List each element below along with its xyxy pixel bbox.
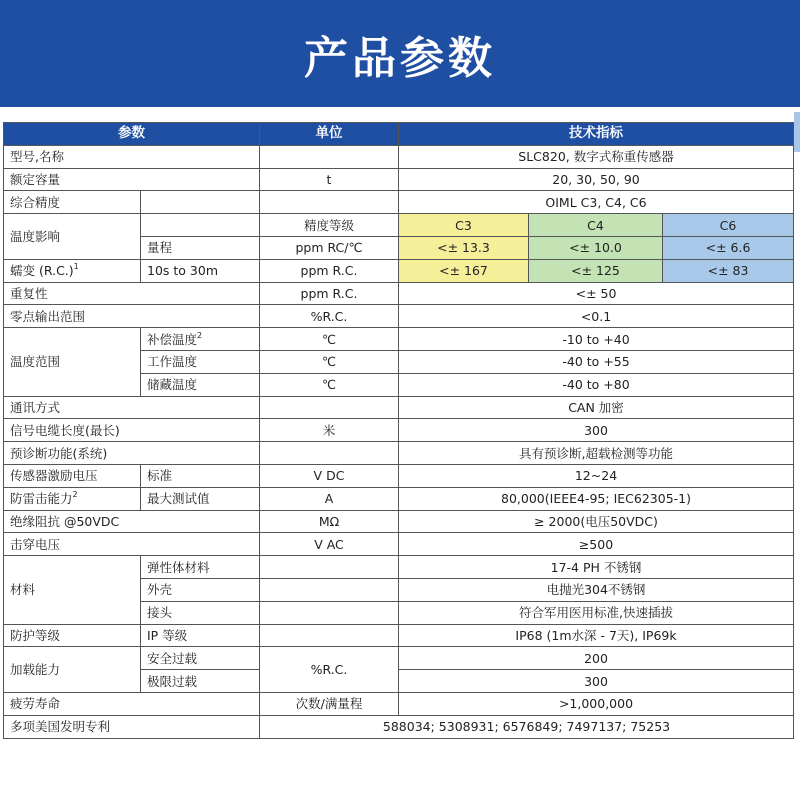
row-value: SLC820, 数字式称重传感器: [399, 145, 794, 168]
table-row: [4, 487, 794, 510]
row-unit: [260, 145, 399, 168]
grade-c6-header: C6: [663, 214, 794, 237]
row-label: 绝缘阻抗 @50VDC: [4, 510, 260, 533]
row-label: 温度影响: [4, 214, 141, 260]
row-label: 预诊断功能(系统): [4, 442, 260, 465]
row-label-text: 防雷击能力: [10, 491, 73, 507]
row-sub: 极限过载: [141, 670, 260, 693]
row-unit: [260, 578, 399, 601]
row-value: <± 50: [399, 282, 794, 305]
table-row: [4, 692, 794, 715]
grade-c4-value: <± 125: [529, 259, 663, 282]
row-unit: [260, 191, 399, 214]
row-value: -10 to +40: [399, 328, 794, 351]
grade-c6-value: <± 83: [663, 259, 794, 282]
row-value: OIML C3, C4, C6: [399, 191, 794, 214]
header-param: 参数: [4, 123, 260, 146]
row-unit: V DC: [260, 464, 399, 487]
table-header-row: [4, 123, 794, 146]
row-unit: 米: [260, 419, 399, 442]
table-row: [4, 305, 794, 328]
row-value: 300: [399, 670, 794, 693]
edge-accent: [794, 112, 800, 152]
footnote-mark: 2: [197, 330, 203, 340]
row-sub: [141, 214, 260, 237]
row-value: CAN 加密: [399, 396, 794, 419]
row-label: 加载能力: [4, 647, 141, 693]
row-value: 12~24: [399, 464, 794, 487]
row-sub: [141, 328, 260, 351]
row-unit: ℃: [260, 350, 399, 373]
table-row: [4, 328, 794, 351]
row-unit: 次数/满量程: [260, 692, 399, 715]
row-value: ≥ 2000(电压50VDC): [399, 510, 794, 533]
row-unit: t: [260, 168, 399, 191]
row-unit: %R.C.: [260, 647, 399, 693]
row-value: -40 to +80: [399, 373, 794, 396]
row-unit: [260, 624, 399, 647]
row-unit: [260, 442, 399, 465]
row-value: -40 to +55: [399, 350, 794, 373]
grade-c3-header: C3: [399, 214, 529, 237]
row-label: 击穿电压: [4, 533, 260, 556]
header-spec: 技术指标: [399, 123, 794, 146]
row-label: 传感器激励电压: [4, 464, 141, 487]
table-row: [4, 624, 794, 647]
row-label: [4, 487, 141, 510]
row-unit: [260, 556, 399, 579]
table-row: [4, 396, 794, 419]
row-value: 电抛光304不锈钢: [399, 578, 794, 601]
row-unit: V AC: [260, 533, 399, 556]
row-sub: 工作温度: [141, 350, 260, 373]
grade-c3-value: <± 167: [399, 259, 529, 282]
row-sub: 弹性体材料: [141, 556, 260, 579]
row-label: 信号电缆长度(最长): [4, 419, 260, 442]
row-label: 综合精度: [4, 191, 141, 214]
page-title: 产品参数: [304, 32, 496, 84]
row-label: 型号,名称: [4, 145, 260, 168]
row-sub: 外壳: [141, 578, 260, 601]
row-sub: 标准: [141, 464, 260, 487]
row-label: 重复性: [4, 282, 260, 305]
row-value: 200: [399, 647, 794, 670]
table-row: [4, 168, 794, 191]
row-sub: [141, 191, 260, 214]
row-value: <0.1: [399, 305, 794, 328]
table-row: [4, 419, 794, 442]
row-value: ≥500: [399, 533, 794, 556]
row-sub: 储藏温度: [141, 373, 260, 396]
row-value: 300: [399, 419, 794, 442]
row-sub: 10s to 30m: [141, 259, 260, 282]
table-row: [4, 510, 794, 533]
row-unit: 精度等级: [260, 214, 399, 237]
row-unit: ppm R.C.: [260, 282, 399, 305]
row-label-text: 蠕变 (R.C.): [10, 263, 74, 279]
table-row: [4, 214, 794, 237]
header-unit: 单位: [260, 123, 399, 146]
row-sub: IP 等级: [141, 624, 260, 647]
title-banner: [0, 0, 800, 107]
grade-c4-header: C4: [529, 214, 663, 237]
row-unit: ℃: [260, 328, 399, 351]
row-label: 额定容量: [4, 168, 260, 191]
row-sub: 接头: [141, 601, 260, 624]
row-label: 材料: [4, 556, 141, 624]
row-unit: ppm R.C.: [260, 259, 399, 282]
table-row: [4, 145, 794, 168]
footnote-mark: 1: [73, 262, 79, 272]
grade-c6-value: <± 6.6: [663, 236, 794, 259]
footnote-mark: 2: [72, 490, 78, 500]
row-label: 温度范围: [4, 328, 141, 396]
row-sub: 最大测试值: [141, 487, 260, 510]
grade-c3-value: <± 13.3: [399, 236, 529, 259]
row-value: 588034; 5308931; 6576849; 7497137; 75253: [260, 715, 794, 738]
table-row: [4, 647, 794, 670]
table-row: [4, 464, 794, 487]
row-sub: 量程: [141, 236, 260, 259]
table-row: [4, 556, 794, 579]
row-unit: [260, 396, 399, 419]
row-value: 20, 30, 50, 90: [399, 168, 794, 191]
row-unit: [260, 601, 399, 624]
row-value: IP68 (1m水深 - 7天), IP69k: [399, 624, 794, 647]
spec-table: [3, 122, 794, 739]
row-label: 疲劳寿命: [4, 692, 260, 715]
row-label: 通讯方式: [4, 396, 260, 419]
row-sub-text: 补偿温度: [147, 331, 198, 347]
row-unit: A: [260, 487, 399, 510]
row-value: >1,000,000: [399, 692, 794, 715]
table-row: [4, 282, 794, 305]
row-unit: ℃: [260, 373, 399, 396]
row-value: 符合军用医用标准,快速插拔: [399, 601, 794, 624]
table-row: [4, 442, 794, 465]
row-sub: 安全过载: [141, 647, 260, 670]
row-unit: MΩ: [260, 510, 399, 533]
grade-c4-value: <± 10.0: [529, 236, 663, 259]
row-unit: ppm RC/℃: [260, 236, 399, 259]
row-unit: %R.C.: [260, 305, 399, 328]
row-value: 80,000(IEEE4-95; IEC62305-1): [399, 487, 794, 510]
row-label: [4, 259, 141, 282]
row-value: 17-4 PH 不锈钢: [399, 556, 794, 579]
table-row: [4, 533, 794, 556]
table-row: [4, 259, 794, 282]
row-label: 零点输出范围: [4, 305, 260, 328]
row-label: 多项美国发明专利: [4, 715, 260, 738]
row-label: 防护等级: [4, 624, 141, 647]
row-value: 具有预诊断,超载检测等功能: [399, 442, 794, 465]
table-row: [4, 715, 794, 738]
table-row: [4, 191, 794, 214]
